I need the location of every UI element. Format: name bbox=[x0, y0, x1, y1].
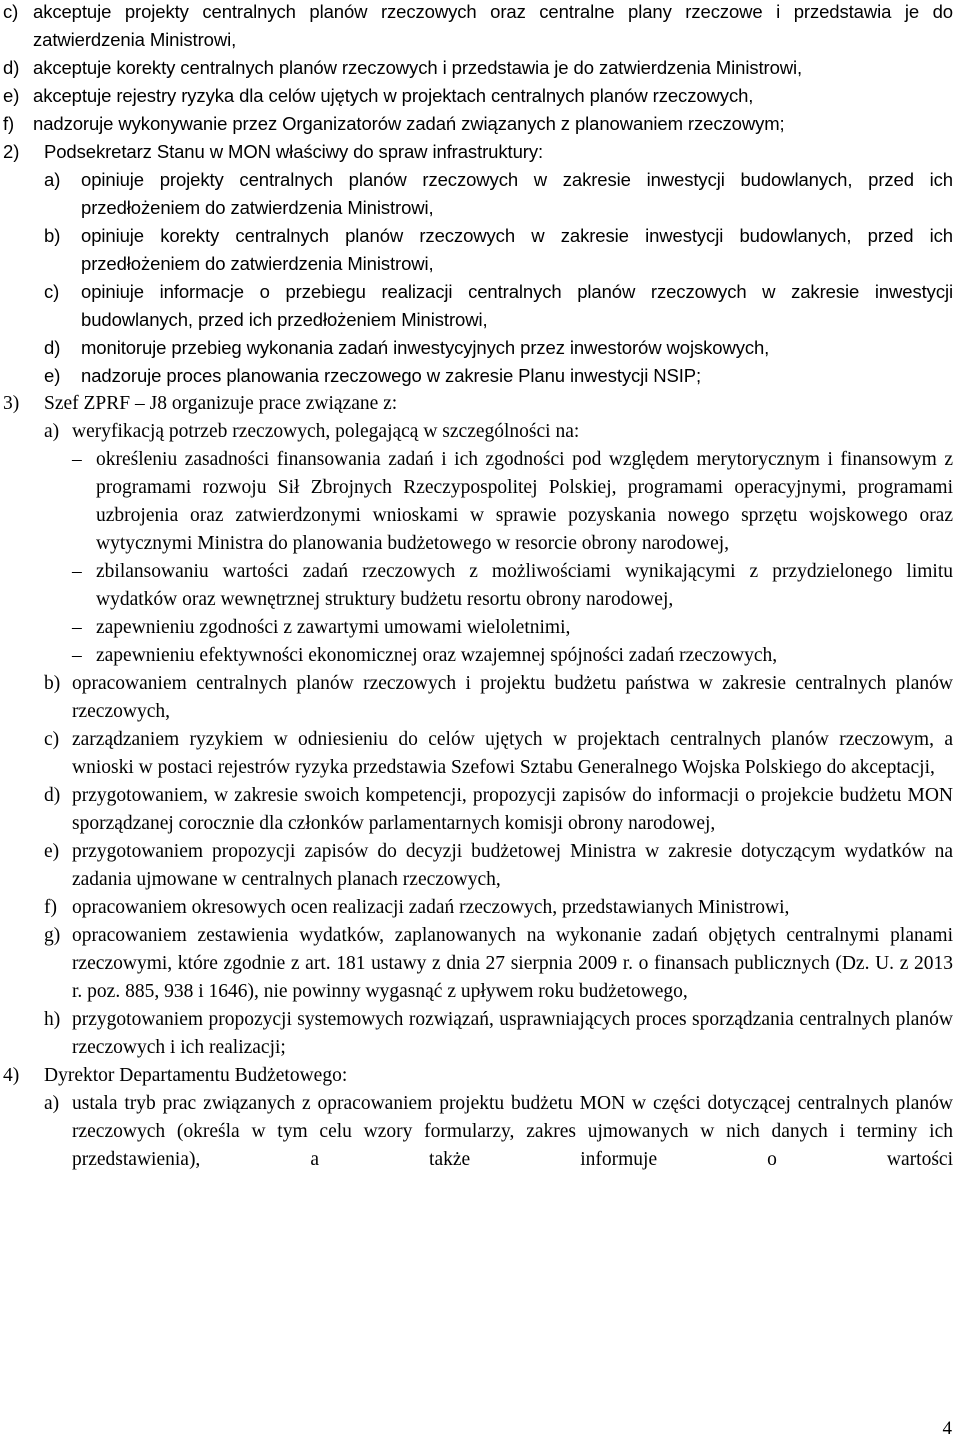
list-marker: f) bbox=[3, 113, 15, 134]
list-item bbox=[3, 54, 957, 82]
dash-list-item bbox=[3, 446, 957, 558]
list-item-text: Dyrektor Departamentu Budżetowego: bbox=[44, 1065, 348, 1086]
list-item-text: zapewnieniu zgodności z zawartymi umowami wieloletnimi, bbox=[96, 617, 571, 638]
list-marker: b) bbox=[44, 673, 61, 694]
list-item bbox=[3, 334, 957, 362]
list-item bbox=[3, 390, 957, 418]
list-marker: 4) bbox=[3, 1065, 20, 1086]
list-item bbox=[3, 726, 957, 782]
list-marker: – bbox=[72, 645, 82, 666]
dash-list-item bbox=[3, 642, 957, 670]
list-item-text: przygotowaniem propozycji zapisów do decyzji budżetowej Ministra w zakresie dotyczącym wydatków na zadania ujmowane w centralnych planach rzeczowych, bbox=[72, 841, 953, 890]
list-marker: e) bbox=[44, 841, 60, 862]
list-item bbox=[3, 670, 957, 726]
list-item-text: opracowaniem centralnych planów rzeczowych i projektu budżetu państwa w zakresie centralnych planów rzeczowych, bbox=[72, 673, 953, 722]
list-item-text: nadzoruje wykonywanie przez Organizatorów zadań związanych z planowaniem rzeczowym; bbox=[33, 113, 785, 134]
list-item-text: nadzoruje proces planowania rzeczowego w zakresie Planu inwestycji NSIP; bbox=[81, 365, 702, 386]
list-item-text: opracowaniem okresowych ocen realizacji zadań rzeczowych, przedstawianych Ministrowi, bbox=[72, 897, 790, 918]
list-item bbox=[3, 222, 957, 278]
list-item-text: ustala tryb prac związanych z opracowaniem projektu budżetu MON w części dotyczącej centralnych planów rzeczowych (określa w tym celu wzory formularzy, zakres ujmowanych w nich danych i terminy ich przedstawienia), a także informuje o wartości bbox=[72, 1093, 953, 1170]
list-item bbox=[3, 1062, 957, 1090]
list-marker: g) bbox=[44, 925, 61, 946]
list-marker: – bbox=[72, 561, 82, 582]
list-marker: 3) bbox=[3, 393, 20, 414]
list-item-text: opiniuje korekty centralnych planów rzeczowych w zakresie inwestycji budowlanych, przed ich przedłożeniem do zatwierdzenia Ministrowi, bbox=[81, 225, 953, 274]
list-item-text: akceptuje korekty centralnych planów rzeczowych i przedstawia je do zatwierdzenia Ministrowi, bbox=[33, 57, 803, 78]
list-item-text: opracowaniem zestawienia wydatków, zaplanowanych na wykonanie zadań objętych centralnymi planami rzeczowymi, które zgodnie z art. 181 ustawy z dnia 27 sierpnia 2009 r. o finansach publicznych (Dz. U. z 2013 r. poz. 885, 938 i 1646), nie powinny wygasnąć z upływem roku budżetowego, bbox=[72, 925, 953, 1002]
list-marker: d) bbox=[3, 57, 20, 78]
list-item bbox=[3, 894, 957, 922]
list-item-text: weryfikacją potrzeb rzeczowych, polegającą w szczególności na: bbox=[72, 421, 580, 442]
list-item-text: Szef ZPRF – J8 organizuje prace związane z: bbox=[44, 393, 398, 414]
list-item bbox=[3, 0, 957, 54]
list-marker: a) bbox=[44, 421, 60, 442]
list-item-text: monitoruje przebieg wykonania zadań inwestycyjnych przez inwestorów wojskowych, bbox=[81, 337, 770, 358]
list-marker: – bbox=[72, 449, 82, 470]
list-marker: e) bbox=[44, 365, 61, 386]
list-item bbox=[3, 782, 957, 838]
list-marker: c) bbox=[44, 281, 60, 302]
list-item bbox=[3, 1006, 957, 1062]
list-item bbox=[3, 418, 957, 446]
list-marker: h) bbox=[44, 1009, 61, 1030]
list-item-text: zarządzaniem ryzykiem w odniesieniu do celów ujętych w projektach centralnych planów rzeczowym, a wnioski w postaci rejestrów ryzyka przedstawia Szefowi Sztabu Generalnego Wojska Polskiego do akceptacji, bbox=[72, 729, 953, 778]
dash-list-item bbox=[3, 558, 957, 614]
list-item-text: przygotowaniem, w zakresie swoich kompetencji, propozycji zapisów do informacji o projekcie budżetu MON sporządzanej corocznie dla członków parlamentarnych komisji obrony narodowej, bbox=[72, 785, 953, 834]
list-item-text: określeniu zasadności finansowania zadań i ich zgodności pod względem merytorycznym i finansowym z programami rozwoju Sił Zbrojnych Rzeczypospolitej Polskiej, programami operacyjnymi, programami uzbrojenia oraz zatwierdzonymi wnioskami w sprawie pozyskania nowego sprzętu wojskowego oraz wytycznymi Ministra do planowania budżetowego w resorcie obrony narodowej, bbox=[96, 449, 953, 554]
list-item-text: zapewnieniu efektywności ekonomicznej oraz wzajemnej spójności zadań rzeczowych, bbox=[96, 645, 778, 666]
list-marker: d) bbox=[44, 337, 61, 358]
list-marker: e) bbox=[3, 85, 20, 106]
list-marker: a) bbox=[44, 1093, 60, 1114]
dash-list-item bbox=[3, 614, 957, 642]
list-marker: c) bbox=[44, 729, 60, 750]
list-marker: a) bbox=[44, 169, 61, 190]
list-item-text: opiniuje projekty centralnych planów rzeczowych w zakresie inwestycji budowlanych, przed ich przedłożeniem do zatwierdzenia Ministrowi, bbox=[81, 169, 953, 218]
list-item bbox=[3, 362, 957, 390]
document-body bbox=[3, 0, 957, 1174]
list-marker: – bbox=[72, 617, 82, 638]
list-item-text: opiniuje informacje o przebiegu realizacji centralnych planów rzeczowych w zakresie inwestycji budowlanych, przed ich przedłożeniem Ministrowi, bbox=[81, 281, 953, 330]
list-item bbox=[3, 82, 957, 110]
list-item-text: akceptuje rejestry ryzyka dla celów ujętych w projektach centralnych planów rzeczowych, bbox=[33, 85, 754, 106]
list-marker: f) bbox=[44, 897, 57, 918]
list-marker: 2) bbox=[3, 141, 20, 162]
list-item bbox=[3, 922, 957, 1006]
list-marker: d) bbox=[44, 785, 61, 806]
list-item bbox=[3, 1090, 957, 1174]
list-item-text: zbilansowaniu wartości zadań rzeczowych z możliwościami wynikającymi z przydzielonego limitu wydatków oraz wewnętrznej struktury budżetu resortu obrony narodowej, bbox=[96, 561, 953, 610]
page-number: 4 bbox=[942, 1418, 952, 1439]
list-marker: b) bbox=[44, 225, 61, 246]
list-item bbox=[3, 838, 957, 894]
list-item bbox=[3, 138, 957, 166]
list-item-text: akceptuje projekty centralnych planów rzeczowych oraz centralne plany rzeczowe i przedstawia je do zatwierdzenia Ministrowi, bbox=[33, 1, 953, 50]
list-item-text: Podsekretarz Stanu w MON właściwy do spraw infrastruktury: bbox=[44, 141, 544, 162]
list-item bbox=[3, 166, 957, 222]
list-marker: c) bbox=[3, 1, 19, 22]
list-item bbox=[3, 110, 957, 138]
list-item-text: przygotowaniem propozycji systemowych rozwiązań, usprawniających proces sporządzania centralnych planów rzeczowych i ich realizacji; bbox=[72, 1009, 953, 1058]
list-item bbox=[3, 278, 957, 334]
